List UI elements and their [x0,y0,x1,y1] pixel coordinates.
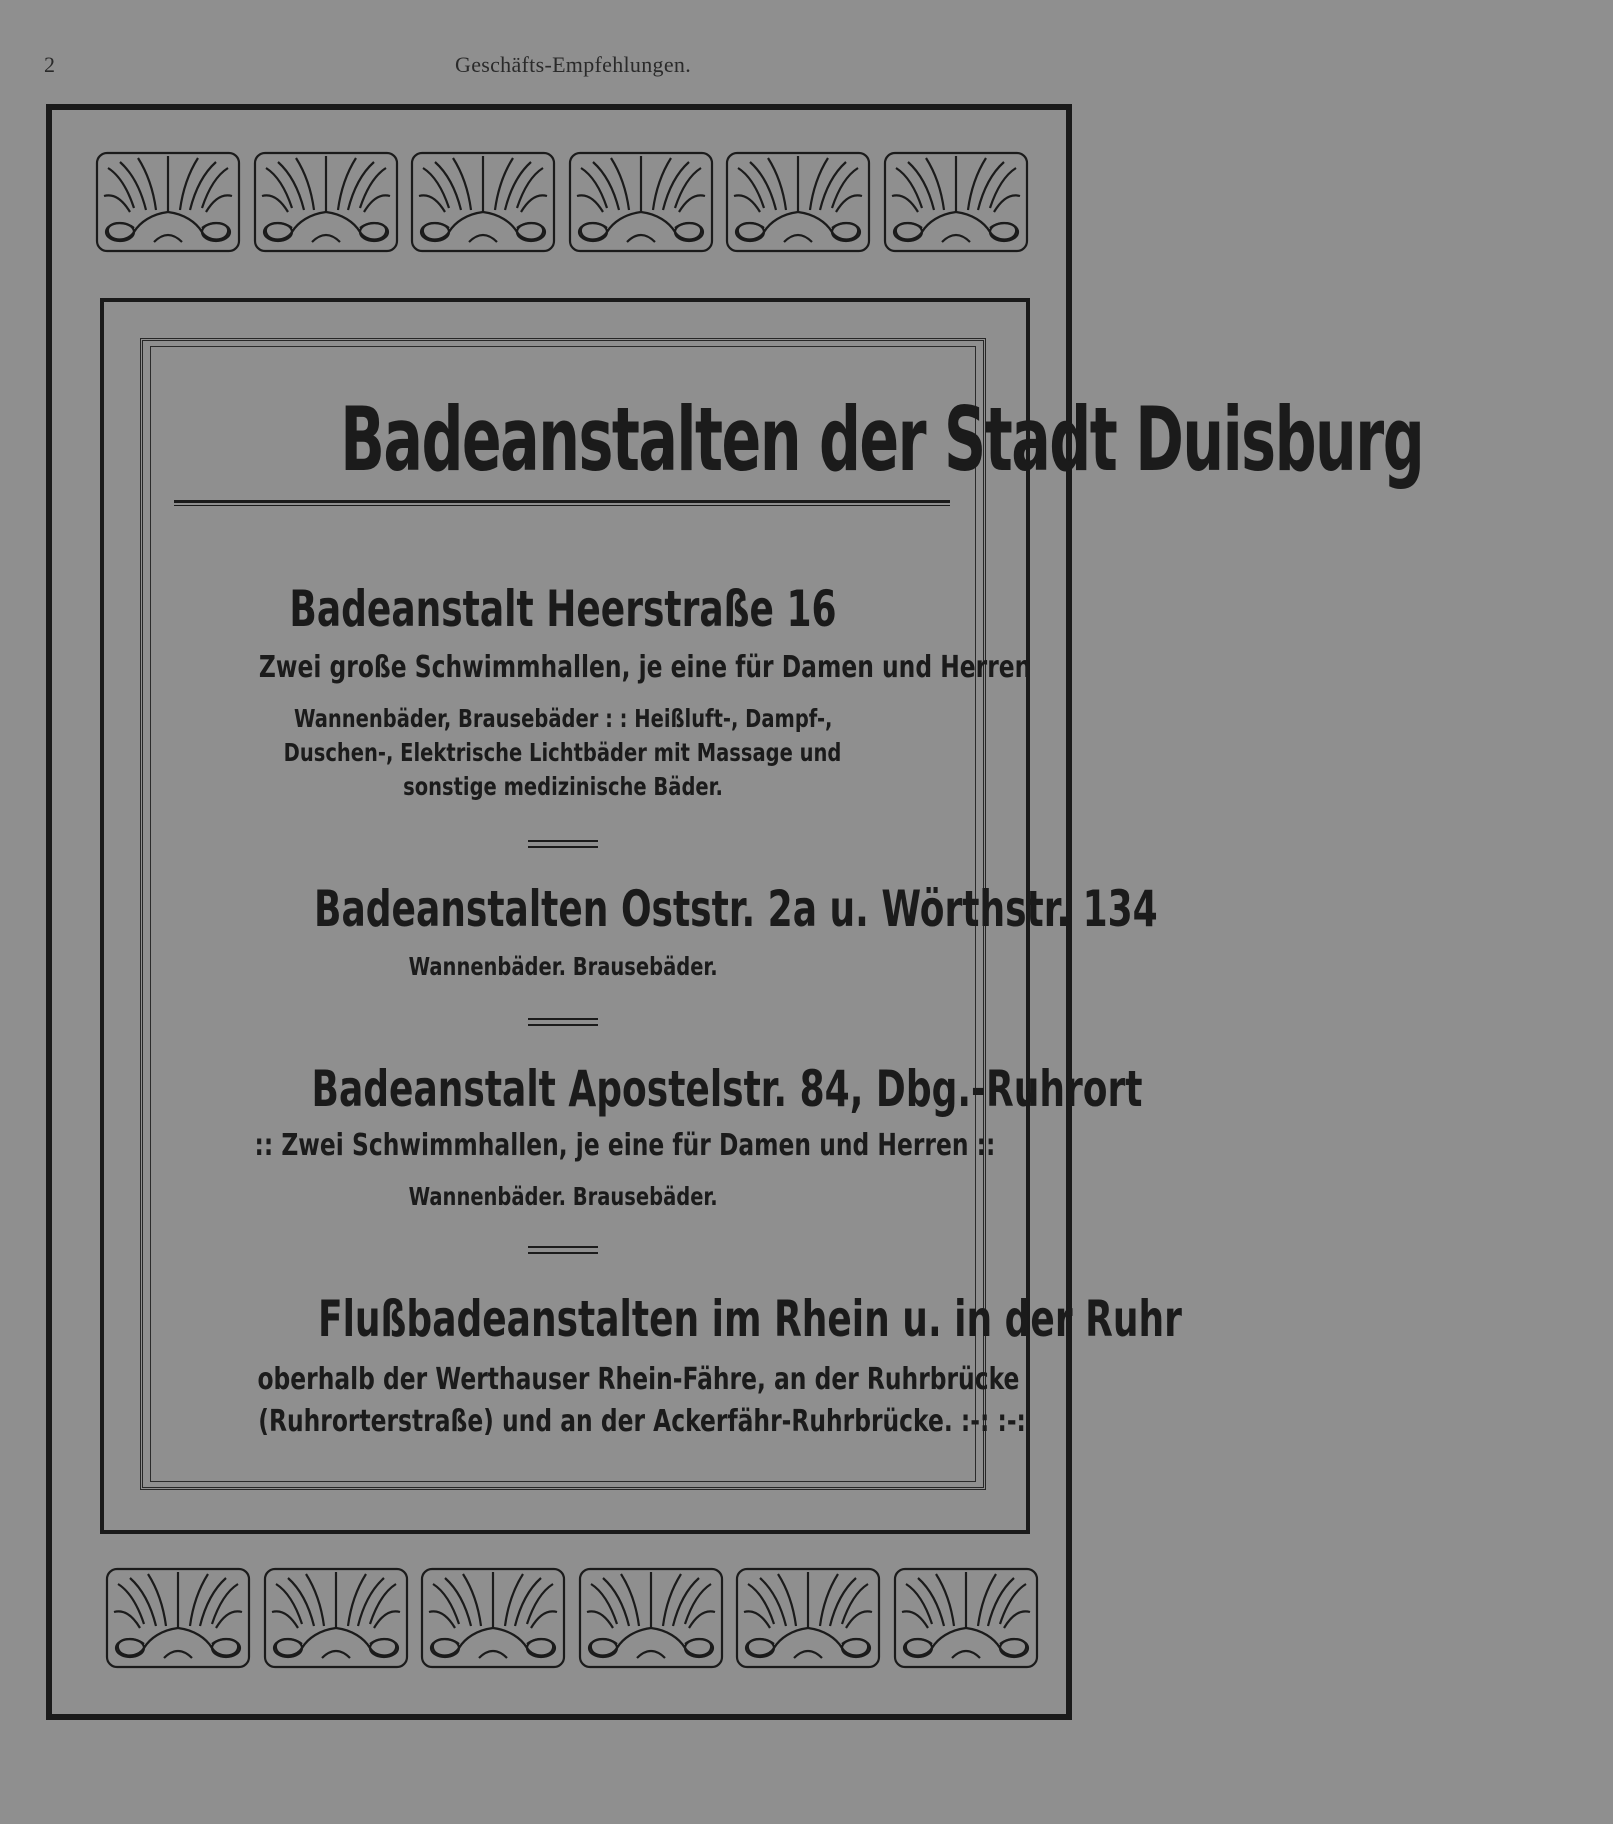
ornament-row-bottom [104,1566,1040,1670]
section-text-line [150,1404,1026,1439]
section-text: Zwei große Schwimmhallen, je eine für Damen und Herren [258,650,1032,685]
section-heading: Badeanstalt Apostelstr. 84, Dbg.-Ruhrort [311,1060,1143,1118]
section-text-line [150,704,976,733]
fan-ornament-icon [724,150,872,254]
section-text-line [150,952,976,981]
fan-ornament-icon [882,150,1030,254]
section-text-line [150,772,976,801]
section-heading-line [150,1060,1143,1118]
fan-ornament-icon [577,1566,725,1670]
section-text: Wannenbäder. Brausebäder. [408,1182,718,1211]
section-text: :: Zwei Schwimmhallen, je eine für Damen und Herren :: [254,1128,996,1163]
section-heading: Badeanstalt Heerstraße 16 [289,580,837,638]
section-text: Duschen-, Elektrische Lichtbäder mit Massage und [284,738,842,767]
fan-ornament-icon [409,150,557,254]
section-heading-line [150,580,976,638]
advert-title-line [150,388,1424,491]
section-heading-line [150,1290,1182,1348]
running-title: Geschäfts-Empfehlungen. [455,52,691,77]
section-text: (Ruhrorterstraße) und an der Ackerfähr-Ruhrbrücke. :-: :-: [258,1404,1026,1439]
section-text-line [150,650,1032,685]
fan-ornament-icon [419,1566,567,1670]
section-separator [528,1018,598,1026]
section-text-line [150,1128,996,1163]
fan-ornament-icon [252,150,400,254]
section-text: Wannenbäder, Brausebäder : : Heißluft-, Dampf-, [293,704,833,733]
advert-title: Badeanstalten der Stadt Duisburg [340,388,1424,491]
fan-ornament-icon [734,1566,882,1670]
section-text-line [150,1182,976,1211]
section-heading: Badeanstalten Oststr. 2a u. Wörthstr. 134 [314,880,1158,938]
section-text: sonstige medizinische Bäder. [403,772,723,801]
fan-ornament-icon [94,150,242,254]
section-text-line [150,1362,1020,1397]
title-underline [174,500,950,506]
section-heading: Flußbadeanstalten im Rhein u. in der Ruhr [317,1290,1182,1348]
section-text: oberhalb der Werthauser Rhein-Fähre, an der Ruhrbrücke [257,1362,1020,1397]
fan-ornament-icon [262,1566,410,1670]
ornament-row-top [94,150,1030,254]
section-text: Wannenbäder. Brausebäder. [408,952,718,981]
section-separator [528,840,598,848]
section-text-line [150,738,976,767]
page-number: 2 [44,52,55,77]
section-heading-line [150,880,1158,938]
fan-ornament-icon [104,1566,252,1670]
fan-ornament-icon [892,1566,1040,1670]
fan-ornament-icon [567,150,715,254]
section-separator [528,1246,598,1254]
